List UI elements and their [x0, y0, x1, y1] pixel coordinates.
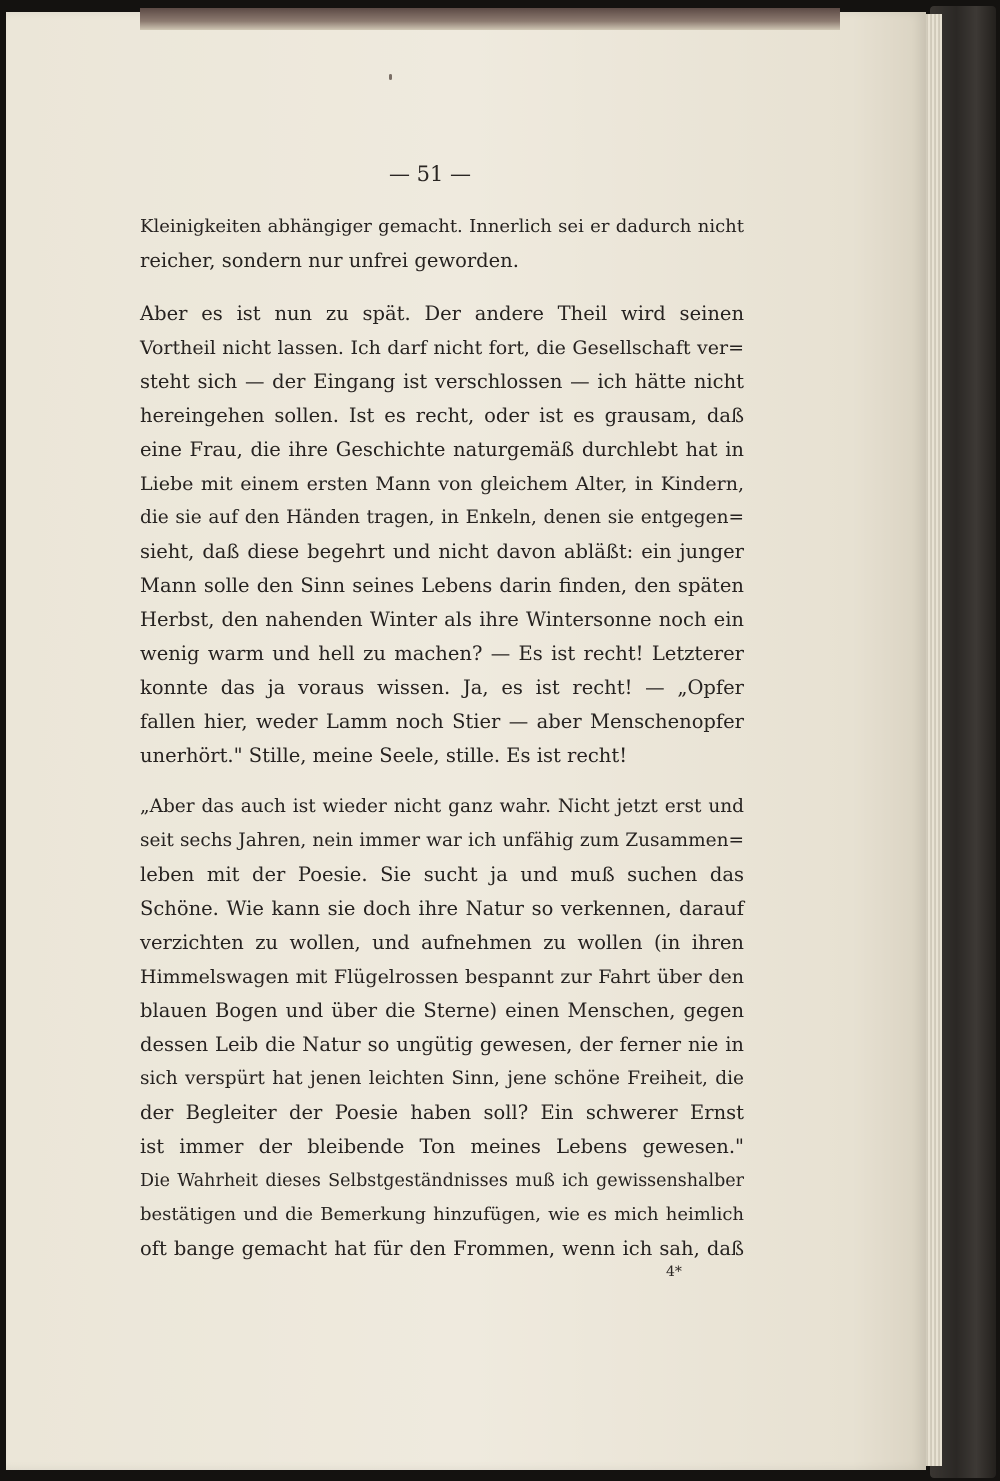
text-line: reicher, sondern nur unfrei geworden. — [140, 249, 519, 272]
paper-speck — [389, 74, 392, 80]
text-line: sieht, daß diese begehrt und nicht davon abläßt: ein junger — [140, 540, 744, 563]
text-line: steht sich — der Eingang ist verschlossen — ich hätte nicht — [140, 370, 744, 393]
text-line: ist immer der bleibende Ton meines Lebens gewesen." — [140, 1135, 744, 1158]
text-line: fallen hier, weder Lamm noch Stier — aber Menschenopfer — [140, 710, 744, 733]
text-line: bestätigen und die Bemerkung hinzufügen, wie es mich heimlich — [140, 1204, 744, 1225]
text-line: konnte das ja voraus wissen. Ja, es ist recht! — „Opfer — [140, 676, 744, 699]
text-line: Himmelswagen mit Flügelrossen bespannt zur Fahrt über den — [140, 966, 744, 988]
page-number: — 51 — — [388, 162, 472, 186]
text-line: hereingehen sollen. Ist es recht, oder ist es grausam, daß — [140, 404, 744, 427]
text-line: Herbst, den nahenden Winter als ihre Wintersonne noch ein — [140, 608, 744, 631]
text-line: sich verspürt hat jenen leichten Sinn, jene schöne Freiheit, die — [140, 1068, 744, 1089]
text-line: der Begleiter der Poesie haben soll? Ein schwerer Ernst — [140, 1101, 744, 1124]
text-line: unerhört." Stille, meine Seele, stille. Es ist recht! — [140, 744, 628, 767]
damaged-top-edge — [140, 8, 840, 30]
text-line: Schöne. Wie kann sie doch ihre Natur so verkennen, darauf — [140, 897, 744, 920]
text-line: leben mit der Poesie. Sie sucht ja und muß suchen das — [140, 863, 744, 886]
text-line: verzichten zu wollen, und aufnehmen zu wollen (in ihren — [140, 931, 744, 954]
text-line: Liebe mit einem ersten Mann von gleichem Alter, in Kindern, — [140, 473, 744, 495]
page — [6, 12, 926, 1470]
text-line: seit sechs Jahren, nein immer war ich unfähig zum Zusammen= — [140, 830, 744, 851]
text-line: Aber es ist nun zu spät. Der andere Theil wird seinen — [140, 302, 744, 325]
text-line: Die Wahrheit dieses Selbstgeständnisses muß ich gewissenshalber — [140, 1171, 744, 1191]
text-line: Vortheil nicht lassen. Ich darf nicht fort, die Gesellschaft ver= — [140, 337, 744, 359]
text-line: blauen Bogen und über die Sterne) einen Menschen, gegen — [140, 999, 744, 1022]
text-line: oft bange gemacht hat für den Frommen, wenn ich sah, daß — [140, 1237, 744, 1260]
text-line: wenig warm und hell zu machen? — Es ist recht! Letzterer — [140, 642, 744, 665]
text-line: Mann solle den Sinn seines Lebens darin finden, den späten — [140, 574, 744, 597]
text-line: eine Frau, die ihre Geschichte naturgemäß durchlebt hat in — [140, 438, 744, 461]
text-line: Kleinigkeiten abhängiger gemacht. Innerlich sei er dadurch nicht — [140, 216, 744, 237]
text-line: dessen Leib die Natur so ungütig gewesen, der ferner nie in — [140, 1033, 744, 1056]
text-line: die sie auf den Händen tragen, in Enkeln, denen sie entgegen= — [140, 507, 744, 528]
signature-mark: 4* — [666, 1264, 682, 1280]
text-line: „Aber das auch ist wieder nicht ganz wahr. Nicht jetzt erst und — [140, 796, 744, 817]
